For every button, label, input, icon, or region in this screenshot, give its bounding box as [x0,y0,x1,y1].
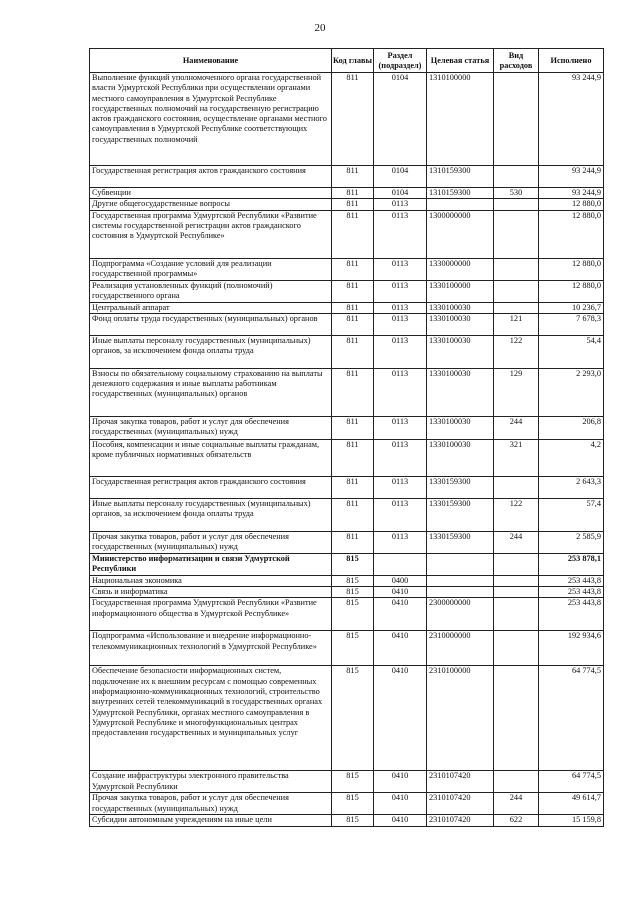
cell-kind: 121 [494,313,539,335]
table-row [90,631,604,666]
cell-target: 2310107420 [427,815,494,826]
cell-name: Министерство информатизации и связи Удмуртской Республики [90,553,332,575]
cell-executed: 12 880,0 [539,199,604,210]
cell-target: 1330100030 [427,368,494,416]
cell-target: 1330100030 [427,416,494,439]
cell-code: 815 [332,666,374,771]
cell-executed: 93 244,9 [539,188,604,199]
cell-name: Государственная регистрация актов гражданского состояния [90,166,332,188]
cell-kind [494,73,539,166]
table-row [90,199,604,210]
cell-kind: 122 [494,335,539,368]
cell-executed: 12 880,0 [539,280,604,302]
table-row [90,587,604,598]
cell-name: Создание инфраструктуры электронного правительства Удмуртской Республики [90,771,332,793]
cell-executed: 15 159,8 [539,815,604,826]
cell-name: Выполнение функций уполномоченного органа государственной власти Удмуртской Республики при осуществлении органами местного самоуправления в Удмуртской Республике государственных полномочий на государственную регистрацию актов гражданского состояния, осуществление органами местного самоуправления в Удмуртской Республике соответствующих государственных полномочий [90,73,332,166]
header-kind: Вид расходов [494,49,539,73]
cell-code: 815 [332,553,374,575]
cell-executed: 93 244,9 [539,73,604,166]
cell-name: Взносы по обязательному социальному страхованию на выплаты денежного содержания и иные выплаты работникам государственных (муниципальных) органов [90,368,332,416]
cell-target: 1330100030 [427,335,494,368]
cell-executed: 253 443,8 [539,587,604,598]
cell-kind [494,199,539,210]
table-header-row [90,49,604,73]
cell-target [427,553,494,575]
cell-section: 0113 [374,258,427,280]
cell-name: Реализация установленных функций (полномочий) государственного органа [90,280,332,302]
cell-code: 811 [332,210,374,258]
cell-code: 811 [332,498,374,531]
cell-name: Субвенции [90,188,332,199]
cell-name: Государственная программа Удмуртской Республики «Развитие системы государственной регистрации актов гражданского состояния в Удмуртской Республике» [90,210,332,258]
cell-code: 811 [332,531,374,553]
table-row [90,73,604,166]
cell-target [427,587,494,598]
cell-section: 0113 [374,335,427,368]
cell-target: 1330000000 [427,258,494,280]
cell-executed: 2 643,3 [539,476,604,498]
table-row [90,666,604,771]
cell-code: 811 [332,476,374,498]
cell-target: 2310107420 [427,793,494,815]
cell-name: Подпрограмма «Создание условий для реализации государственной программы» [90,258,332,280]
cell-target: 1310159300 [427,188,494,199]
cell-target [427,575,494,586]
cell-section: 0410 [374,771,427,793]
cell-executed: 7 678,3 [539,313,604,335]
cell-code: 815 [332,587,374,598]
cell-code: 815 [332,631,374,666]
cell-section: 0410 [374,815,427,826]
cell-target: 1330100030 [427,302,494,313]
cell-code: 811 [332,280,374,302]
cell-kind [494,280,539,302]
cell-section: 0113 [374,439,427,476]
table-row [90,793,604,815]
cell-kind [494,575,539,586]
cell-name: Иные выплаты персоналу государственных (муниципальных) органов, за исключением фонда оплаты труда [90,498,332,531]
cell-target: 1330159300 [427,498,494,531]
cell-section: 0113 [374,476,427,498]
cell-code: 811 [332,73,374,166]
cell-section: 0410 [374,598,427,631]
cell-target: 1300000000 [427,210,494,258]
table-row [90,188,604,199]
cell-kind [494,587,539,598]
cell-kind: 244 [494,793,539,815]
cell-code: 811 [332,188,374,199]
cell-section: 0104 [374,188,427,199]
cell-name: Прочая закупка товаров, работ и услуг для обеспечения государственных (муниципальных) нужд [90,416,332,439]
cell-section: 0410 [374,631,427,666]
header-code: Код главы [332,49,374,73]
cell-kind [494,302,539,313]
cell-section: 0113 [374,210,427,258]
table-row [90,416,604,439]
cell-target: 2300000000 [427,598,494,631]
table-row [90,210,604,258]
cell-target: 1310100000 [427,73,494,166]
table-row [90,302,604,313]
table-row [90,335,604,368]
header-executed: Исполнено [539,49,604,73]
cell-executed: 192 934,6 [539,631,604,666]
cell-section: 0113 [374,498,427,531]
cell-name: Иные выплаты персоналу государственных (муниципальных) органов, за исключением фонда оплаты труда [90,335,332,368]
cell-code: 811 [332,199,374,210]
cell-section: 0113 [374,531,427,553]
cell-code: 811 [332,416,374,439]
table-row [90,258,604,280]
cell-name: Прочая закупка товаров, работ и услуг для обеспечения государственных (муниципальных) нужд [90,531,332,553]
cell-executed: 54,4 [539,335,604,368]
cell-executed: 253 443,8 [539,575,604,586]
cell-code: 811 [332,313,374,335]
table-row [90,575,604,586]
cell-name: Другие общегосударственные вопросы [90,199,332,210]
cell-target [427,199,494,210]
cell-kind: 530 [494,188,539,199]
cell-section: 0104 [374,73,427,166]
table-row [90,166,604,188]
cell-section: 0104 [374,166,427,188]
cell-name: Субсидии автономным учреждениям на иные цели [90,815,332,826]
cell-target: 2310107420 [427,771,494,793]
cell-section: 0400 [374,575,427,586]
cell-code: 811 [332,302,374,313]
cell-kind [494,631,539,666]
cell-section [374,553,427,575]
header-name: Наименование [90,49,332,73]
cell-executed: 253 443,8 [539,598,604,631]
table-row [90,598,604,631]
cell-executed: 64 774,5 [539,666,604,771]
cell-target: 1310159300 [427,166,494,188]
cell-target: 1330159300 [427,476,494,498]
cell-kind: 244 [494,416,539,439]
cell-name: Подпрограмма «Использование и внедрение информационно-телекоммуникационных технологий в Удмуртской Республике» [90,631,332,666]
cell-name: Национальная экономика [90,575,332,586]
cell-name: Пособия, компенсации и иные социальные выплаты гражданам, кроме публичных нормативных обязательств [90,439,332,476]
cell-name: Обеспечение безопасности информационных систем, подключение их к внешним ресурсам с помощью современных информационно-коммуникационных технологий, строительство внутренних сетей телекоммуникаций в государственных органах Удмуртской Республики, органах местного самоуправления в Удмуртской Республике и многофункциональных центрах предоставления государственных и муниципальных услуг [90,666,332,771]
cell-section: 0113 [374,313,427,335]
table-row [90,313,604,335]
cell-code: 815 [332,793,374,815]
cell-code: 815 [332,598,374,631]
cell-target: 1330100030 [427,313,494,335]
table-row [90,815,604,826]
cell-section: 0410 [374,587,427,598]
cell-executed: 10 236,7 [539,302,604,313]
cell-code: 815 [332,575,374,586]
cell-executed: 4,2 [539,439,604,476]
cell-name: Центральный аппарат [90,302,332,313]
table-body [90,73,604,827]
cell-executed: 64 774,5 [539,771,604,793]
cell-executed: 49 614,7 [539,793,604,815]
cell-code: 811 [332,439,374,476]
cell-executed: 12 880,0 [539,210,604,258]
cell-kind [494,210,539,258]
cell-name: Государственная регистрация актов гражданского состояния [90,476,332,498]
cell-code: 811 [332,368,374,416]
cell-kind [494,166,539,188]
page-number: 20 [314,22,326,34]
cell-section: 0113 [374,280,427,302]
table-row [90,553,604,575]
cell-section: 0113 [374,199,427,210]
cell-kind: 122 [494,498,539,531]
cell-kind [494,771,539,793]
cell-target: 2310000000 [427,631,494,666]
cell-kind [494,598,539,631]
cell-executed: 12 880,0 [539,258,604,280]
cell-kind [494,258,539,280]
cell-section: 0113 [374,302,427,313]
cell-code: 815 [332,815,374,826]
cell-section: 0113 [374,416,427,439]
cell-executed: 2 585,9 [539,531,604,553]
cell-name: Прочая закупка товаров, работ и услуг для обеспечения государственных (муниципальных) нужд [90,793,332,815]
cell-code: 811 [332,166,374,188]
cell-executed: 93 244,9 [539,166,604,188]
table-row [90,771,604,793]
cell-target: 2310100000 [427,666,494,771]
table-row [90,439,604,476]
cell-executed: 57,4 [539,498,604,531]
cell-section: 0410 [374,793,427,815]
cell-kind: 244 [494,531,539,553]
header-section: Раздел (подраздел) [374,49,427,73]
cell-kind: 129 [494,368,539,416]
cell-section: 0410 [374,666,427,771]
cell-target: 1330100030 [427,439,494,476]
table-row [90,476,604,498]
budget-execution-table [89,48,604,827]
table-row [90,498,604,531]
cell-kind [494,666,539,771]
cell-kind [494,476,539,498]
cell-executed: 206,8 [539,416,604,439]
cell-kind: 321 [494,439,539,476]
cell-executed: 2 293,0 [539,368,604,416]
cell-target: 1330100000 [427,280,494,302]
cell-name: Фонд оплаты труда государственных (муниципальных) органов [90,313,332,335]
cell-name: Связь и информатика [90,587,332,598]
cell-kind: 622 [494,815,539,826]
cell-target: 1330159300 [427,531,494,553]
cell-code: 815 [332,771,374,793]
table-row [90,531,604,553]
cell-kind [494,553,539,575]
table-row [90,368,604,416]
cell-code: 811 [332,258,374,280]
cell-name: Государственная программа Удмуртской Республики «Развитие информационного общества в Удмуртской Республике» [90,598,332,631]
cell-code: 811 [332,335,374,368]
header-target: Целевая статья [427,49,494,73]
table-row [90,280,604,302]
cell-executed: 253 878,1 [539,553,604,575]
cell-section: 0113 [374,368,427,416]
